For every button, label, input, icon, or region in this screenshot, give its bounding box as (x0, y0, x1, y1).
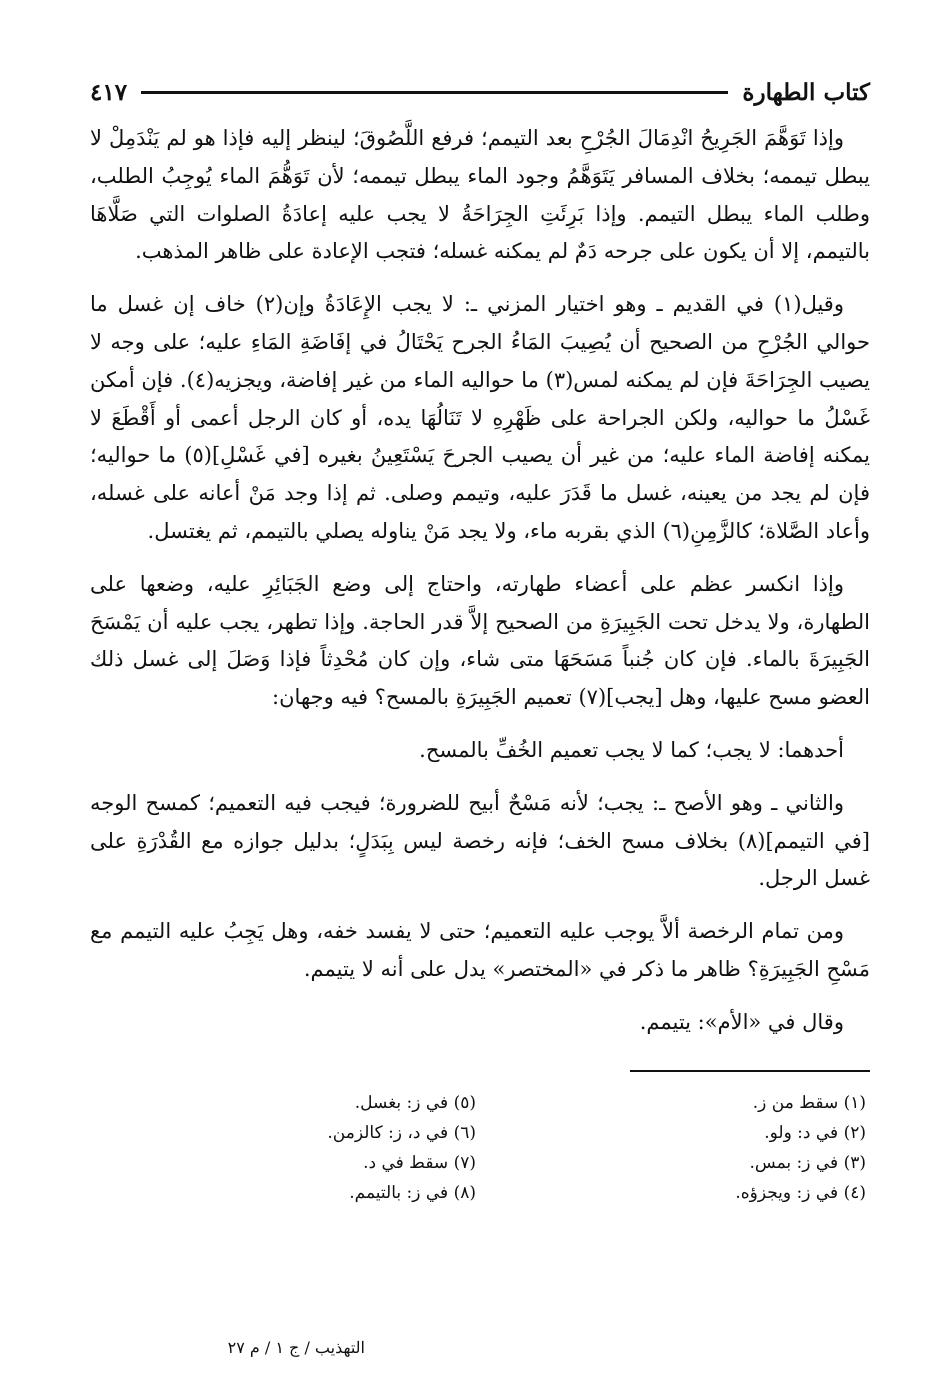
footnote-separator (630, 1070, 870, 1072)
footnotes-right-column (480, 1088, 870, 1208)
footnote: (٤) في ز: ويجزؤه. (735, 1182, 866, 1203)
paragraph: وإذا تَوَهَّمَ الجَرِيحُ انْدِمَالَ الجُرْحِ بعد التيمم؛ فرفع اللَّصُوقَ؛ لينظر إليه فإذا هو لم يَنْدَمِلْ لا يبطل تيممه؛ بخلاف المسافر يَتَوَهَّمُ وجود الماء يبطل تيممه؛ لأن تَوَهُّمَ الماء يُوجِبُ الطلب، وطلب الماء يبطل التيمم. وإذا بَرِئَتِ الجِرَاحَةُ لا يجب عليه إعادَةُ الصلوات التي صَلَّاهَا بالتيمم، إلا أن يكون على جرحه دَمٌ لم يمكنه غسله؛ فتجب الإعادة على ظاهر المذهب. (90, 126, 870, 264)
footnotes-left-column (90, 1088, 480, 1208)
footnote: (٣) في ز: بمس. (749, 1152, 866, 1173)
main-text (90, 120, 870, 1042)
footnote: (٢) في د: ولو. (764, 1122, 866, 1143)
footnote: (٨) في ز: بالتيمم. (349, 1182, 476, 1203)
footnotes (90, 1088, 870, 1208)
paragraph: ومن تمام الرخصة ألاَّ يوجب عليه التعميم؛ حتى لا يفسد خفه، وهل يَجِبُ عليه التيمم مع مَسْحِ الجَبِيرَةِ؟ ظاهر ما ذكر في «المختصر» يدل على أنه لا يتيمم. (90, 919, 870, 981)
footnote: (٦) في د، ز: كالزمن. (327, 1122, 476, 1143)
book-page (90, 70, 870, 1357)
paragraph: وقيل(١) في القديم ـ وهو اختيار المزني ـ: لا يجب الإِعَادَةُ وإن(٢) خاف إن غسل ما حوالي الجُرْحِ من الصحيح أن يُصِيبَ المَاءُ الجرح يَحْتَالُ في إفَاضَةِ المَاءِ عليه؛ على وجه لا يصيب الجِرَاحَةَ فإن لم يمكنه لمس(٣) ما حواليه الماء من غير إفاضة، ويجزيه(٤). فإن أمكن غَسْلُ ما حواليه، ولكن الجراحة على ظَهْرِهِ لا تَنَالُهَا يده، أو كان الرجل أعمى أو أَقْطَعَ لا يمكنه إفاضة الماء عليه؛ من غير أن يصيب الجرحَ يَسْتَعِينُ بغيره [في غَسْلِ](٥) ما حواليه؛ فإن لم يجد من يعينه، غسل ما قَدَرَ عليه، وتيمم وصلى. ثم إذا وجد مَنْ أعانه على غسله، وأعاد الصَّلاة؛ كالزَّمِنِ(٦) الذي بقربه ماء، ولا يجد مَنْ يناوله يصلي بالتيمم، ثم يغتسل. (90, 292, 870, 543)
footnote: (٥) في ز: بغسل. (354, 1092, 476, 1113)
running-header (90, 70, 870, 114)
paragraph: وقال في «الأم»: يتيمم. (639, 1009, 844, 1034)
paragraph: والثاني ـ وهو الأصح ـ: يجب؛ لأنه مَسْحٌ أبيح للضرورة؛ فيجب فيه التعميم؛ كمسح الوجه [في التيمم](٨) بخلاف مسح الخف؛ فإنه رخصة ليس بِبَدَلٍ؛ بدليل جوازه مع القُدْرَةِ على غسل الرجل. (90, 790, 870, 891)
footnote: (٧) سقط في د. (363, 1152, 476, 1173)
paragraph: وإذا انكسر عظم على أعضاء طهارته، واحتاج إلى وضع الجَبَائِرِ عليه، وضعها على الطهارة، ولا يدخل تحت الجَبِيرَةِ من الصحيح إلاَّ قدر الحاجة. وإذا تطهر، يجب عليه أن يَمْسَحَ الجَبِيرَةَ بالماء. فإن كان جُنباً مَسَحَهَا متى شاء، وإن كان مُحْدِثاً فإذا وَصَلَ إلى غسل ذلك العضو مسح عليها، وهل [يجب](٧) تعميم الجَبِيرَةِ بالمسح؟ فيه وجهان: (90, 571, 870, 710)
footnote: (١) سقط من ز. (752, 1092, 866, 1113)
page-number: ٤١٧ (90, 78, 128, 106)
book-title: كتاب الطهارة (742, 78, 870, 106)
paragraph: أحدهما: لا يجب؛ كما لا يجب تعميم الخُفِّ بالمسح. (419, 737, 844, 762)
volume-signature: التهذيب / ج ١ / م ٢٧ (227, 1338, 365, 1357)
header-rule (141, 91, 728, 94)
